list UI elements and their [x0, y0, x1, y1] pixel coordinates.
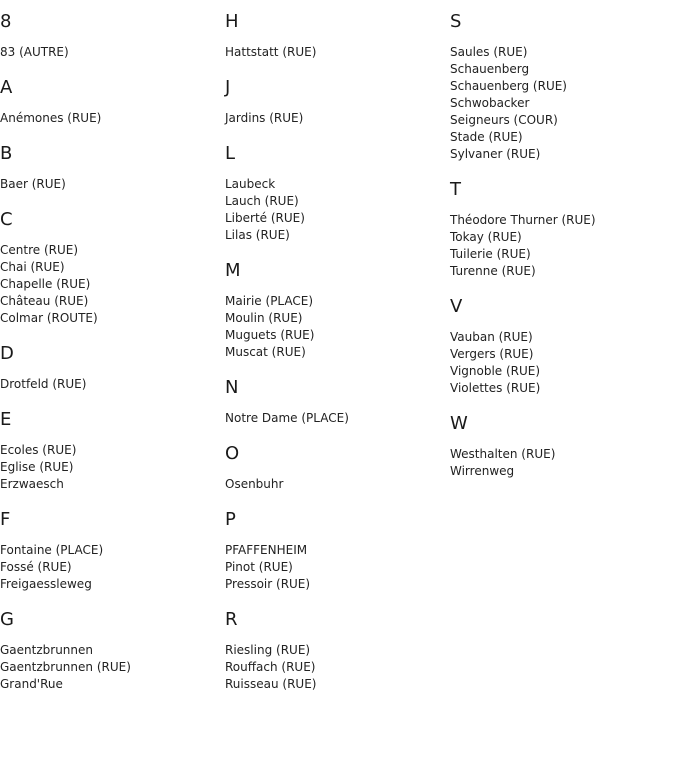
- street-link[interactable]: Lilas (RUE): [225, 228, 290, 242]
- street-list: [0, 242, 220, 327]
- letter-heading: O: [225, 443, 240, 464]
- letter-heading: P: [225, 509, 236, 530]
- street-link[interactable]: Erzwaesch: [0, 477, 64, 491]
- street-link[interactable]: Tokay (RUE): [450, 230, 522, 244]
- street-list: [450, 44, 670, 163]
- street-link[interactable]: Osenbuhr: [225, 477, 284, 491]
- street-list: [450, 446, 670, 480]
- street-link[interactable]: Ecoles (RUE): [0, 443, 77, 457]
- street-list: [0, 110, 220, 127]
- letter-group: [450, 295, 670, 397]
- letter-group: [225, 142, 445, 244]
- street-link[interactable]: 83 (AUTRE): [0, 45, 69, 59]
- street-link[interactable]: Jardins (RUE): [225, 111, 304, 125]
- street-link[interactable]: Turenne (RUE): [450, 264, 536, 278]
- letter-group: [0, 10, 220, 61]
- letter-group: [450, 178, 670, 280]
- street-link[interactable]: Vauban (RUE): [450, 330, 533, 344]
- street-link[interactable]: Wirrenweg: [450, 464, 515, 478]
- letter-heading: A: [0, 77, 13, 98]
- letter-heading: W: [450, 413, 468, 434]
- street-link[interactable]: Vergers (RUE): [450, 347, 534, 361]
- letter-heading: F: [0, 509, 11, 530]
- letter-group: [225, 442, 445, 493]
- letter-heading: G: [0, 609, 14, 630]
- letter-group: [0, 408, 220, 493]
- street-link[interactable]: Chapelle (RUE): [0, 277, 91, 291]
- street-list: [225, 476, 445, 493]
- street-link[interactable]: Stade (RUE): [450, 130, 523, 144]
- letter-heading: V: [450, 296, 463, 317]
- street-list: [0, 542, 220, 593]
- street-link[interactable]: Saules (RUE): [450, 45, 528, 59]
- letter-group: [0, 608, 220, 693]
- street-link[interactable]: Hattstatt (RUE): [225, 45, 317, 59]
- letter-group: [0, 508, 220, 593]
- letter-group: [450, 10, 670, 163]
- street-list: [0, 376, 220, 393]
- street-list: [450, 212, 670, 280]
- street-link[interactable]: Chai (RUE): [0, 260, 65, 274]
- street-link[interactable]: Drotfeld (RUE): [0, 377, 87, 391]
- index-column: [225, 10, 445, 708]
- street-link[interactable]: Westhalten (RUE): [450, 447, 556, 461]
- street-link[interactable]: Schauenberg: [450, 62, 530, 76]
- letter-heading: T: [450, 179, 461, 200]
- street-link[interactable]: Muguets (RUE): [225, 328, 315, 342]
- letter-group: [225, 10, 445, 61]
- street-list: [225, 293, 445, 361]
- letter-group: [225, 508, 445, 593]
- street-link[interactable]: Notre Dame (PLACE): [225, 411, 349, 425]
- street-link[interactable]: Laubeck: [225, 177, 276, 191]
- street-list: [0, 442, 220, 493]
- street-link[interactable]: Violettes (RUE): [450, 381, 541, 395]
- street-link[interactable]: Pinot (RUE): [225, 560, 293, 574]
- letter-heading: S: [450, 11, 462, 32]
- letter-group: [450, 412, 670, 480]
- street-link[interactable]: Moulin (RUE): [225, 311, 303, 325]
- street-link[interactable]: Rouffach (RUE): [225, 660, 316, 674]
- letter-group: [0, 208, 220, 327]
- street-link[interactable]: Eglise (RUE): [0, 460, 74, 474]
- street-list: [0, 642, 220, 693]
- letter-group: [225, 76, 445, 127]
- street-link[interactable]: Baer (RUE): [0, 177, 66, 191]
- street-link[interactable]: Schauenberg (RUE): [450, 79, 567, 93]
- index-column: [450, 10, 670, 495]
- street-list: [0, 44, 220, 61]
- street-list: [225, 176, 445, 244]
- letter-heading: B: [0, 143, 13, 164]
- street-link[interactable]: Fossé (RUE): [0, 560, 72, 574]
- letter-heading: C: [0, 209, 13, 230]
- letter-group: [225, 608, 445, 693]
- street-link[interactable]: Centre (RUE): [0, 243, 79, 257]
- street-list: [225, 410, 445, 427]
- letter-heading: L: [225, 143, 236, 164]
- letter-heading: E: [0, 409, 12, 430]
- letter-group: [225, 376, 445, 427]
- street-link[interactable]: Sylvaner (RUE): [450, 147, 541, 161]
- letter-heading: R: [225, 609, 238, 630]
- street-link[interactable]: Muscat (RUE): [225, 345, 306, 359]
- letter-heading: H: [225, 11, 239, 32]
- street-list: [225, 44, 445, 61]
- letter-group: [0, 342, 220, 393]
- street-link[interactable]: Vignoble (RUE): [450, 364, 541, 378]
- street-list: [450, 329, 670, 397]
- street-link[interactable]: Pressoir (RUE): [225, 577, 311, 591]
- index-column: [0, 10, 220, 708]
- street-link[interactable]: Mairie (PLACE): [225, 294, 314, 308]
- letter-heading: 8: [0, 11, 12, 32]
- street-list: [225, 642, 445, 693]
- street-link[interactable]: Château (RUE): [0, 294, 89, 308]
- street-link[interactable]: Colmar (ROUTE): [0, 311, 98, 325]
- street-link[interactable]: Liberté (RUE): [225, 211, 305, 225]
- street-link[interactable]: Riesling (RUE): [225, 643, 311, 657]
- letter-heading: N: [225, 377, 239, 398]
- street-link[interactable]: Ruisseau (RUE): [225, 677, 317, 691]
- letter-heading: M: [225, 260, 241, 281]
- street-list: [0, 176, 220, 193]
- street-link[interactable]: Théodore Thurner (RUE): [450, 213, 596, 227]
- letter-heading: J: [225, 77, 231, 98]
- street-link[interactable]: PFAFFENHEIM: [225, 543, 308, 557]
- street-link[interactable]: Grand'Rue: [0, 677, 63, 691]
- letter-group: [225, 259, 445, 361]
- street-link[interactable]: Gaentzbrunnen (RUE): [0, 660, 131, 674]
- street-link[interactable]: Gaentzbrunnen: [0, 643, 93, 657]
- street-link[interactable]: Lauch (RUE): [225, 194, 299, 208]
- street-list: [225, 110, 445, 127]
- street-link[interactable]: Seigneurs (COUR): [450, 113, 558, 127]
- street-link[interactable]: Tuilerie (RUE): [450, 247, 531, 261]
- letter-group: [0, 142, 220, 193]
- street-link[interactable]: Freigaessleweg: [0, 577, 92, 591]
- street-link[interactable]: Fontaine (PLACE): [0, 543, 104, 557]
- street-list: [225, 542, 445, 593]
- street-link[interactable]: Schwobacker: [450, 96, 530, 110]
- letter-heading: D: [0, 343, 14, 364]
- letter-group: [0, 76, 220, 127]
- street-link[interactable]: Anémones (RUE): [0, 111, 102, 125]
